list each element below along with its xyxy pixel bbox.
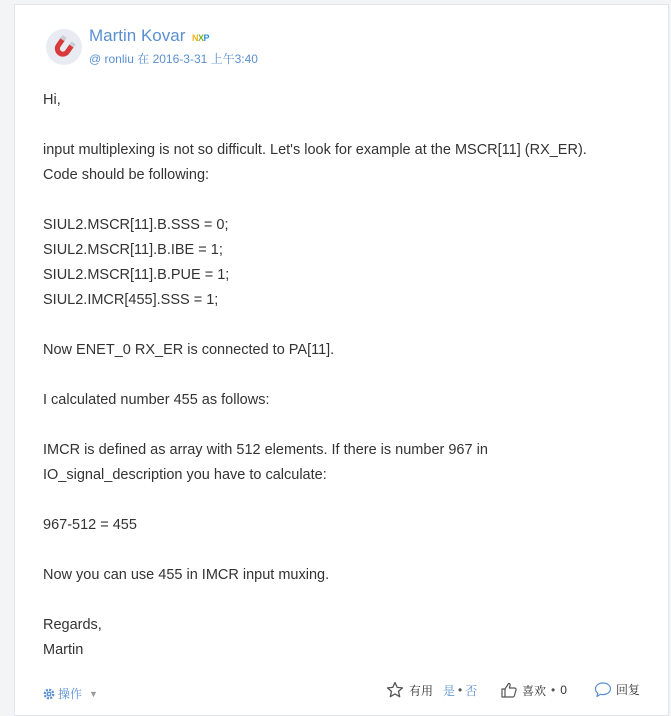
reply-to-user[interactable]: @ ronliu [89,52,134,66]
like-count: 0 [560,683,567,697]
post-date[interactable]: 2016-3-31 上午3:40 [152,52,258,66]
gear-icon [43,688,55,700]
star-icon[interactable] [386,681,404,699]
reply-label: 回复 [616,683,641,697]
body-line: Now ENET_0 RX_ER is connected to PA[11]. [43,342,335,358]
body-line: SIUL2.IMCR[455].SSS = 1; [43,292,219,308]
body-line: SIUL2.MSCR[11].B.IBE = 1; [43,242,223,258]
post-body [43,88,643,663]
magnet-icon [49,32,79,62]
body-line: SIUL2.MSCR[11].B.SSS = 0; [43,217,229,233]
post-footer [14,680,669,708]
like-button[interactable] [500,681,567,699]
in-label: 在 [137,52,150,66]
body-line: Code should be following: [43,167,210,183]
author-name[interactable]: Martin Kovar [89,26,186,45]
body-line: input multiplexing is not so difficult. Let's look for example at the MSCR[11] (RX_ER). [43,142,587,158]
comment-icon [594,681,612,698]
reply-button[interactable] [594,681,640,698]
badge-letter-x: X [198,33,204,43]
body-line: Martin [43,642,84,658]
blank-line [43,188,643,213]
helpful-vote [386,681,477,699]
thumbs-up-icon [500,681,518,699]
actions-label: 操作 [58,687,83,701]
blank-line [43,488,643,513]
badge-letter-p: P [203,33,210,43]
blank-line [43,413,643,438]
body-line: 967-512 = 455 [43,517,137,533]
badge-letter-n: N [192,33,198,43]
body-line: Now you can use 455 in IMCR input muxing. [43,567,330,583]
nxp-badge [192,33,209,43]
post-meta [89,50,258,67]
like-label: 喜欢 [522,683,547,698]
chevron-down-icon: ▼ [89,688,98,699]
body-line: IO_signal_description you have to calculate: [43,467,327,483]
blank-line [43,363,643,388]
avatar[interactable] [46,29,82,65]
blank-line [43,538,643,563]
blank-line [43,313,643,338]
body-line: Hi, [43,92,61,108]
blank-line [43,588,643,613]
helpful-label: 有用 [409,683,434,698]
helpful-yes-link[interactable]: 是 [443,683,456,698]
blank-line [43,113,643,138]
body-line: IMCR is defined as array with 512 elements. If there is number 967 in [43,442,488,458]
separator-dot: • [551,683,556,697]
helpful-no-link[interactable]: 否 [465,683,478,698]
body-line: SIUL2.MSCR[11].B.PUE = 1; [43,267,230,283]
body-line: I calculated number 455 as follows: [43,392,270,408]
actions-menu[interactable] [43,685,98,702]
separator-dot: • [458,683,463,697]
body-line: Regards, [43,617,102,633]
